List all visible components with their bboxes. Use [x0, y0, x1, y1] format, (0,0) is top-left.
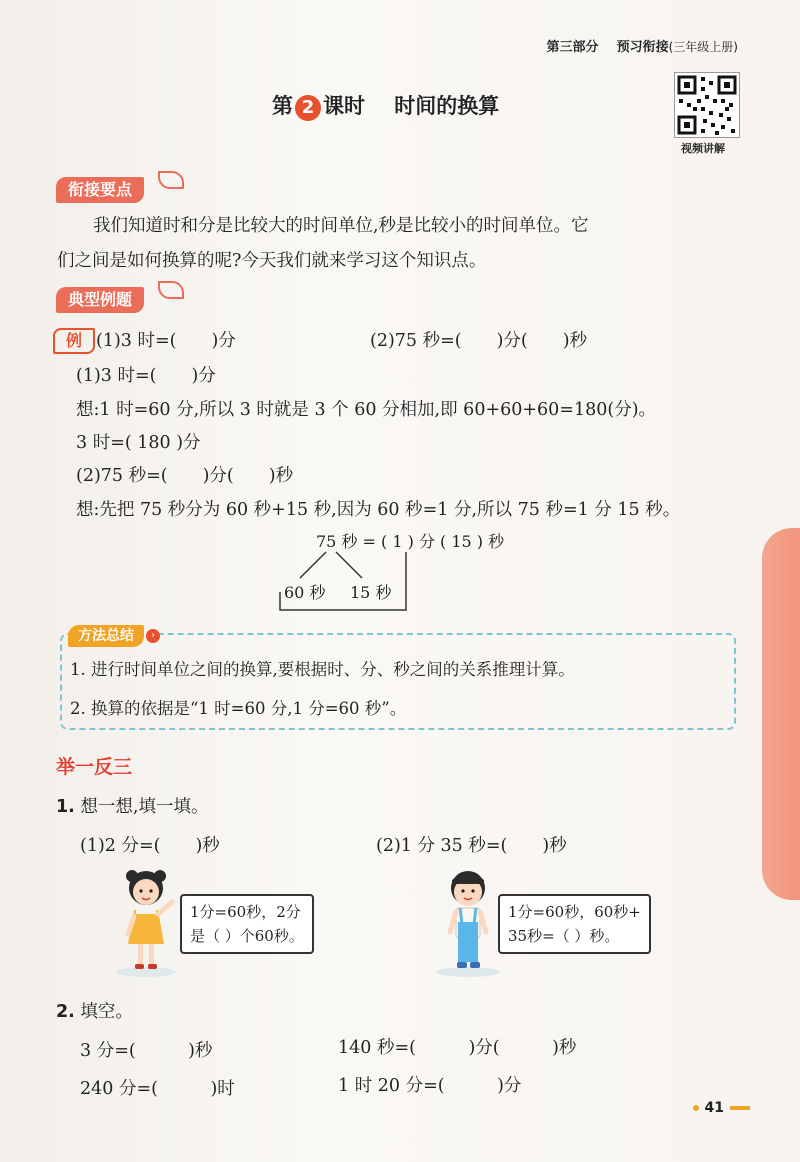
speech-bubble-boy	[498, 894, 651, 954]
q1a: (1)2 分=( )秒	[80, 836, 220, 856]
diagram-equation: 75 秒 = ( 1 ) 分 ( 15 ) 秒	[316, 532, 505, 551]
title-suffix: 课时	[323, 94, 365, 118]
diagram-left: 60 秒	[284, 583, 326, 602]
side-tab	[762, 528, 800, 900]
example-question-2: (2)75 秒=( )分( )秒	[370, 331, 588, 351]
example-badge: 例	[53, 328, 95, 354]
answer-1-line-1: (1)3 时=( )分	[76, 366, 216, 386]
bubble-girl-line-2: 是（ ）个60秒。	[190, 927, 304, 945]
leaf-icon	[158, 171, 184, 189]
header-part: 第三部分	[546, 40, 599, 55]
intro-line-1: 我们知道时和分是比较大的时间单位,秒是比较小的时间单位。它	[93, 216, 589, 236]
lesson-title	[272, 90, 499, 121]
diagram-right: 15 秒	[350, 583, 392, 602]
qr-label: 视频讲解	[681, 142, 725, 155]
q1-text: 想一想,填一填。	[80, 797, 209, 817]
boy-illustration-icon	[432, 866, 504, 978]
example-tag: 典型例题	[56, 287, 144, 313]
bubble-girl-line-1: 1分=60秒，2分	[190, 903, 301, 921]
title-prefix: 第	[272, 94, 293, 118]
practice-heading: 举一反三	[56, 756, 133, 778]
leaf-icon	[158, 281, 184, 299]
answer-2-line-2: 想:先把 75 秒分为 60 秒+15 秒,因为 60 秒=1 分,所以 75 秒=1 分 15 秒。	[76, 500, 681, 520]
title-topic: 时间的换算	[394, 94, 500, 118]
intro-tag: 衔接要点	[56, 177, 144, 203]
answer-1-line-2: 想:1 时=60 分,所以 3 时就是 3 个 60 分相加,即 60+60+60=180(分)。	[76, 400, 657, 420]
q1-number: 1.	[56, 797, 75, 817]
running-header	[546, 36, 738, 55]
lesson-number-badge: 2	[295, 95, 321, 121]
page-number-text: 41	[704, 1100, 724, 1116]
q2b: 140 秒=( )分( )秒	[338, 1038, 577, 1058]
q2d: 1 时 20 分=( )分	[338, 1076, 522, 1096]
bubble-boy-line-1: 1分=60秒，60秒+	[508, 903, 641, 921]
q2c: 240 分=( )时	[80, 1079, 235, 1099]
answer-1-line-3: 3 时=( 180 )分	[76, 433, 201, 453]
header-section: 预习衔接	[616, 40, 669, 55]
page-number	[693, 1100, 750, 1116]
q1b: (2)1 分 35 秒=( )秒	[376, 836, 567, 856]
intro-line-2: 们之间是如何换算的呢?今天我们就来学习这个知识点。	[57, 251, 487, 271]
speech-bubble-girl	[180, 894, 314, 954]
bubble-boy-line-2: 35秒=（ ）秒。	[508, 927, 620, 945]
method-line-1: 1. 进行时间单位之间的换算,要根据时、分、秒之间的关系推理计算。	[70, 660, 575, 679]
method-tag: 方法总结	[68, 625, 144, 647]
chevron-right-icon: ›	[146, 629, 160, 643]
q2-number: 2.	[56, 1002, 75, 1022]
answer-2-line-1: (2)75 秒=( )分( )秒	[76, 466, 294, 486]
method-line-2: 2. 换算的依据是“1 时=60 分,1 分=60 秒”。	[70, 699, 407, 718]
girl-illustration-icon	[112, 866, 182, 978]
example-question-1: (1)3 时=( )分	[96, 331, 236, 351]
q2a: 3 分=( )秒	[80, 1041, 213, 1061]
q2-text: 填空。	[80, 1002, 133, 1022]
header-grade: (三年级上册)	[668, 40, 738, 54]
qr-code-icon[interactable]	[674, 72, 740, 138]
